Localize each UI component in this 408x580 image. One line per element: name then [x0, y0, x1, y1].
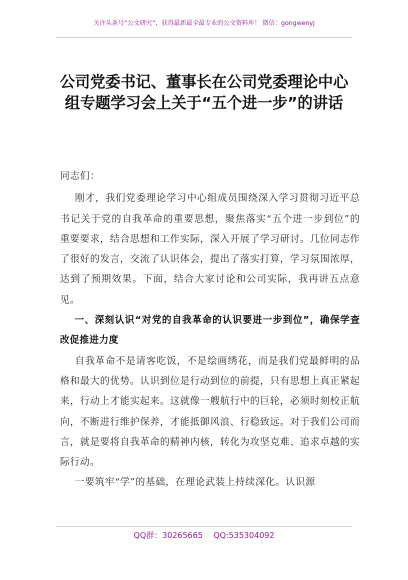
document-body — [60, 167, 360, 494]
document-title: 公司党委书记、董事长在公司党委理论中心组专题学习会上关于“五个进一步”的讲话 — [59, 73, 349, 112]
salutation: 同志们： — [60, 171, 100, 182]
footer-qq: QQ:535304092 — [213, 531, 275, 540]
paragraph-point-1: 一要筑牢“学”的基础，在理论武装上持续深化。认识源 — [74, 477, 316, 489]
section-heading-1: 一、深刻认识“对党的自我革命的认识要进一步到位”，确保学查改促推进力度 — [60, 315, 360, 347]
footer — [0, 530, 408, 541]
footer-qq-group: QQ群：30265665 — [133, 531, 203, 540]
footer-divider — [56, 526, 352, 527]
paragraph-section-1: 自我革命不是请客吃饭，不是绘画绣花，而是我们党最鲜明的品格和最大的优势。认识到位是行动到位的前提，只有思想上真正紧起来，行动上才能实起来。这就像一艘航行中的巨轮，必须时刻校正航向，不断进行维护保养，才能抵御风浪、行稳致远。对于我们公司而言，就是要将自我革命的精神内核，转化为攻坚克难、追求卓越的实际行动。 — [60, 355, 360, 469]
header-divider — [56, 37, 352, 38]
header-banner: 关注头条号“公文研究”，获得最新最全最专业的公文资料库！ 微信：gongwenyj — [93, 20, 315, 27]
paragraph-intro: 刚才，我们党委理论学习中心组成员围绕深入学习贯彻习近平总书记关于党的自我革命的重要思想，聚焦落实“五个进一步到位”的重要要求，结合思想和工作实际，深入开展了学习研讨。几位同志作了很好的发言，交流了认识体会，提出了落实打算，学习氛围浓厚，达到了预期效果。下面，结合大家讨论和公司实际，我再讲五点意见。 — [60, 193, 360, 306]
